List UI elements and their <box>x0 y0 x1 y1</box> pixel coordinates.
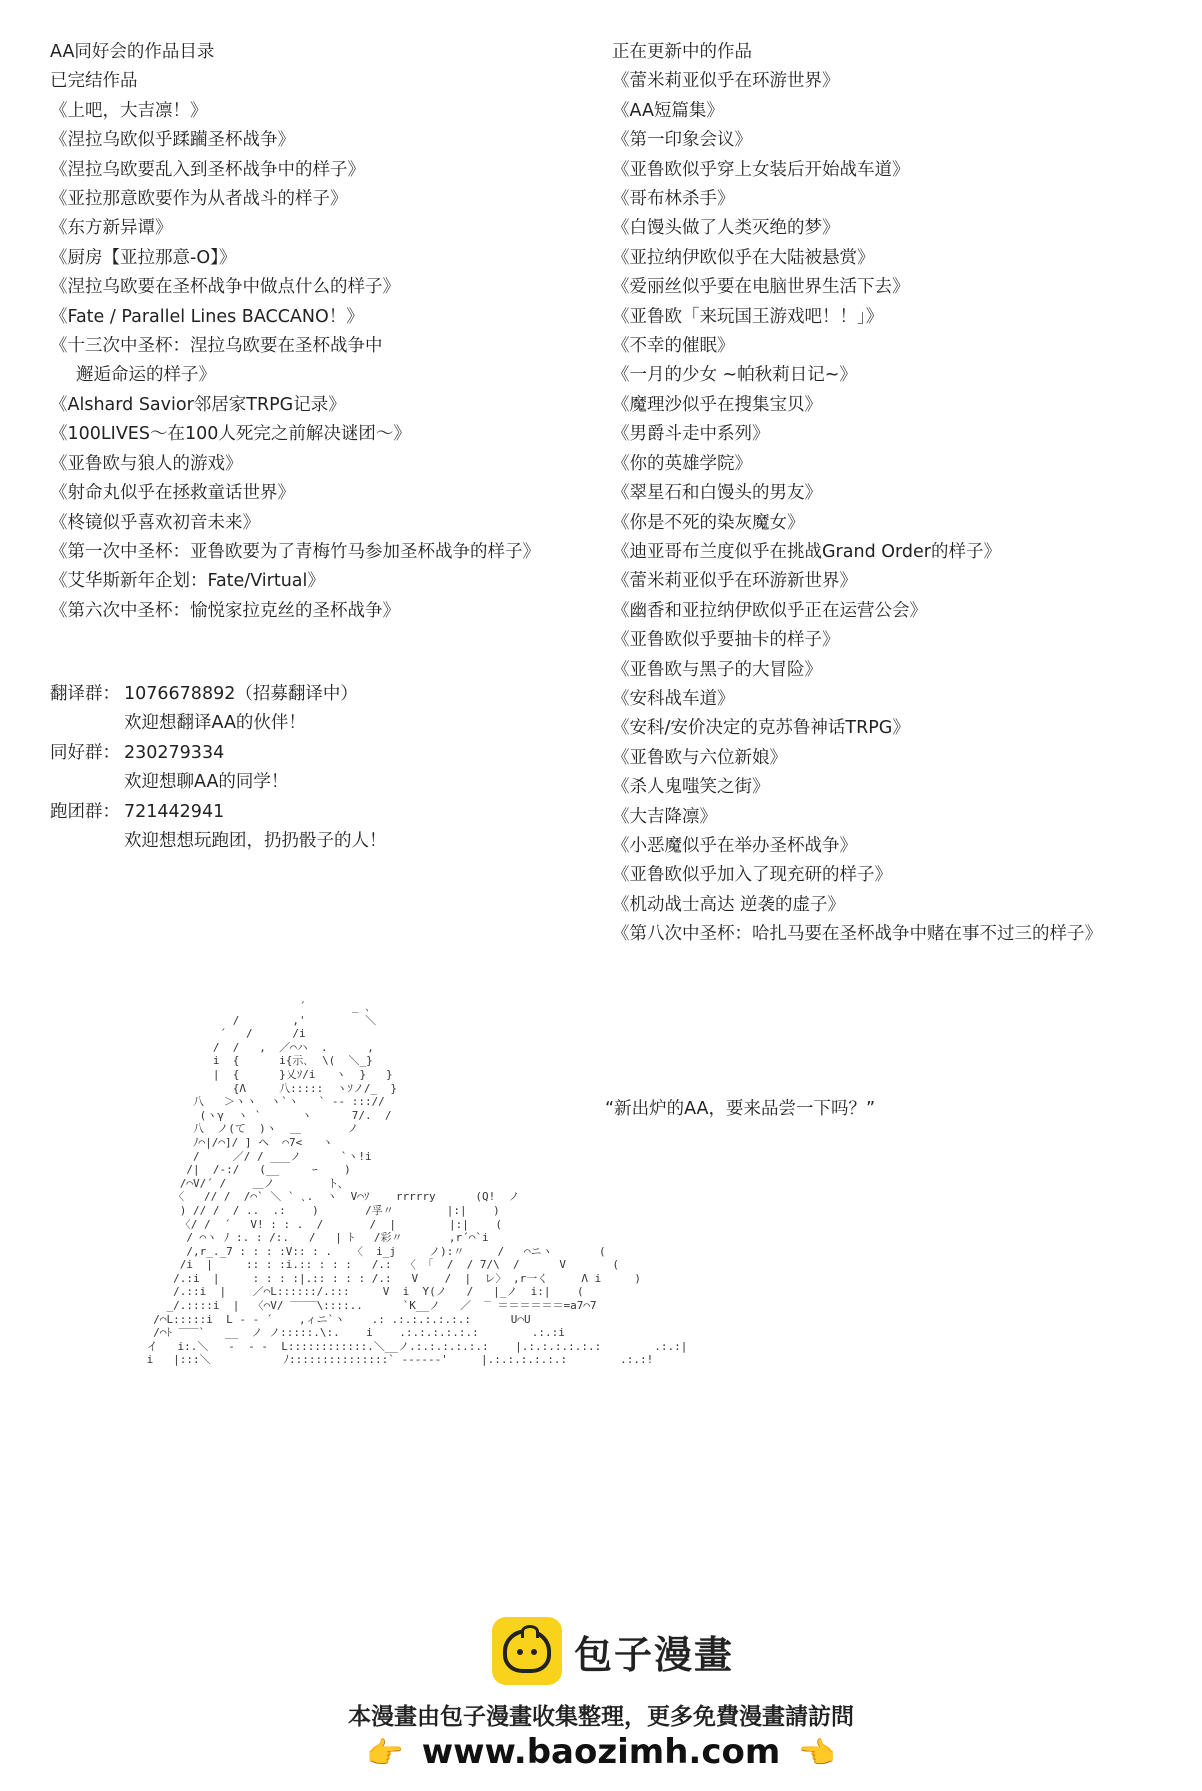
ascii-art-illustration: ´ _ ､ / ,' ＼ ´ / /i / / , ／⌒ハ . , i { i{示､ \( ＼_} | { }乂ｿ/i ヽ } } {Λ 八::::: ヽｿノ/_ } 八 ＞ヽヽ ヽ`ヽ ` -- :::// (ヽγ ヽ ` ヽ 7/. / 八 ノ(て )ヽ ＿ ノ ﾉ⌒|/⌒]/ ] ヘ ⌒7< ヽ / ／/ / ___ノ `ヽ!i /| /-:/ (__ ｰ ) /⌒V/´ / ＿ノ ト、 〈 // / /⌒` ＼ ` ､. ヽ V⌒ｿ rrrrry (Q! ノ ) // / / .. .: ) /孚〃 |:| ) 〈/ / ´ V! : : . / / | |:| ( / ⌒ヽ ﾉ :. : /:. / | ﾄ /彩〃 ,r´⌒`i /,r_._7 : : : :V:: : . 〈 i_j ノ):〃 / ⌒ニヽ ( /i | :: : :i.:: : : : /.: 〈 「 / / 7/\ / V ( /.:i | : : : :|.:: : : : /.: V / | レ〉 ,r一く Λ i ) /.::i | ／⌒L::::::/.::: V i Y(ノ / |_ノ i:| ( _/.::::i | 〈⌒V/ ‾‾‾‾\::::.. `K__ノ ／ ‾ ＝＝＝＝＝＝=a7⌒7 /⌒L:::::i L - ‐ ´ ,ィニ`ヽ .: .:.:.:.:.:.: U⌒U /⌒ﾄ ‾‾‾` __ ノ ノ:::::.\:. i .:.:.:.:.:.: .:.:i イ i:.＼ ‐ ‐ ‐ L::::::::::::.＼__ノ.:.:.:.:.:.: |.:.:.:.:.:.: .:.:| i |:::＼ ﾉ:::::::::::::::` ‐‐‐‐‐-' |.:.:.:.:.:.: .:.:! <box>146 1000 688 1367</box>
bun-shape <box>503 1629 551 1673</box>
work-title: 《亚鲁欧似乎加入了现充研的样子》 <box>612 865 892 886</box>
fan-group <box>50 739 387 768</box>
work-title: 《厨房【亚拉那意-O】》 <box>50 247 237 268</box>
work-title: 《涅拉乌欧似乎蹂躏圣杯战争》 <box>50 130 295 151</box>
footer-link[interactable] <box>0 1732 1202 1772</box>
work-title: 《大吉降凛》 <box>612 806 717 827</box>
footer-notice: 本漫畫由包子漫畫收集整理，更多免費漫畫請訪問 <box>348 1704 854 1730</box>
work-title: 《幽香和亚拉纳伊欧似乎正在运营公会》 <box>612 600 927 621</box>
work-title: 《东方新异谭》 <box>50 218 173 239</box>
baozi-logo-icon <box>492 1617 562 1685</box>
translate-group-label: 翻译群： <box>50 684 120 704</box>
work-title: 《亚拉纳伊欧似乎在大陆被悬赏》 <box>612 247 875 268</box>
brand-name: 包子漫畫 <box>574 1632 735 1677</box>
work-title: 《迪亚哥布兰度似乎在挑战Grand Order的样子》 <box>612 541 1001 562</box>
pointing-left-icon: 👈 <box>798 1736 836 1771</box>
fan-group-label: 同好群： <box>50 742 120 763</box>
pointing-right-icon: 👉 <box>366 1736 404 1771</box>
work-title: 《亚鲁欧与狼人的游戏》 <box>50 453 243 474</box>
work-title: 《第一次中圣杯：亚鲁欧要为了青梅竹马参加圣杯战争的样子》 <box>50 541 540 562</box>
work-title: 《爱丽丝似乎要在电脑世界生活下去》 <box>612 277 910 298</box>
baozi-brand[interactable] <box>492 1617 734 1685</box>
work-title: 《你是不死的染灰魔女》 <box>612 512 805 533</box>
group-info <box>50 680 387 856</box>
work-title: 《第一印象会议》 <box>612 130 752 151</box>
work-title: 《哥布林杀手》 <box>612 189 735 210</box>
work-title: 《亚鲁欧「来玩国王游戏吧！！」》 <box>612 306 884 327</box>
trpg-group <box>50 798 387 827</box>
work-title: 《杀人鬼嗤笑之街》 <box>612 777 770 798</box>
work-title: 《亚鲁欧与黑子的大冒险》 <box>612 659 822 680</box>
completed-works-column <box>50 38 590 626</box>
work-title: 《柊镜似乎喜欢初音未来》 <box>50 512 260 533</box>
work-title: 《第八次中圣杯：哈扎马要在圣杯战争中赌在事不过三的样子》 <box>612 924 1102 945</box>
translate-group-number: 1076678892（招募翻译中） <box>124 684 358 704</box>
work-title: 《白馒头做了人类灭绝的梦》 <box>612 218 840 239</box>
work-title: 《Alshard Savior邻居家TRPG记录》 <box>50 394 346 415</box>
work-title: 《不幸的催眠》 <box>612 336 735 357</box>
work-title: 《亚拉那意欧要作为从者战斗的样子》 <box>50 189 348 210</box>
work-title: 《蕾米莉亚似乎在环游世界》 <box>612 71 840 92</box>
work-title: 《上吧，大吉凛！》 <box>50 100 208 121</box>
work-title: 《蕾米莉亚似乎在环游新世界》 <box>612 571 857 592</box>
ongoing-heading: 正在更新中的作品 <box>612 42 752 62</box>
speech-quote: “新出炉的AA，要来品尝一下吗？” <box>605 1099 876 1119</box>
work-title: 《第六次中圣杯：愉悦家拉克丝的圣杯战争》 <box>50 600 400 621</box>
trpg-group-note: 欢迎想想玩跑团，扔扔骰子的人！ <box>124 831 387 852</box>
work-title: 《涅拉乌欧要在圣杯战争中做点什么的样子》 <box>50 277 400 298</box>
work-title: 《亚鲁欧似乎要抽卡的样子》 <box>612 630 840 651</box>
work-title: 《艾华斯新年企划：Fate/Virtual》 <box>50 571 325 592</box>
fan-group-number: 230279334 <box>124 742 225 763</box>
work-title: 《你的英雄学院》 <box>612 453 752 474</box>
work-title: 《一月的少女 ~帕秋莉日记~》 <box>612 365 857 386</box>
work-title: 《十三次中圣杯：涅拉乌欧要在圣杯战争中 <box>50 336 383 357</box>
work-title: 《小恶魔似乎在举办圣杯战争》 <box>612 835 857 856</box>
catalog-heading: AA同好会的作品目录 <box>50 42 215 62</box>
trpg-group-label: 跑团群： <box>50 801 120 822</box>
work-title: 《Fate / Parallel Lines BACCANO！》 <box>50 306 364 327</box>
work-title: 《AA短篇集》 <box>612 100 724 121</box>
work-title: 《安科/安价决定的克苏鲁神话TRPG》 <box>612 718 910 739</box>
trpg-group-number: 721442941 <box>124 801 225 822</box>
work-title-continued: 邂逅命运的样子》 <box>76 365 216 386</box>
work-title: 《魔理沙似乎在搜集宝贝》 <box>612 394 822 415</box>
work-title: 《涅拉乌欧要乱入到圣杯战争中的样子》 <box>50 159 365 180</box>
work-title: 《射命丸似乎在拯救童话世界》 <box>50 483 295 504</box>
translate-group-note: 欢迎想翻译AA的伙伴！ <box>124 713 306 734</box>
work-title: 《亚鲁欧似乎穿上女装后开始战车道》 <box>612 159 910 180</box>
translate-group <box>50 680 387 709</box>
work-title: 《100LIVES～在100人死完之前解决谜团～》 <box>50 424 411 445</box>
completed-heading: 已完结作品 <box>50 71 138 92</box>
work-title: 《翠星石和白馒头的男友》 <box>612 483 822 504</box>
site-url[interactable]: www.baozimh.com <box>421 1732 781 1772</box>
work-title: 《男爵斗走中系列》 <box>612 424 770 445</box>
work-title: 《亚鲁欧与六位新娘》 <box>612 747 787 768</box>
work-title: 《机动战士高达 逆袭的虚子》 <box>612 894 846 915</box>
fan-group-note: 欢迎想聊AA的同学！ <box>124 772 289 793</box>
work-title: 《安科战车道》 <box>612 688 735 709</box>
ongoing-works-column <box>612 38 1192 950</box>
